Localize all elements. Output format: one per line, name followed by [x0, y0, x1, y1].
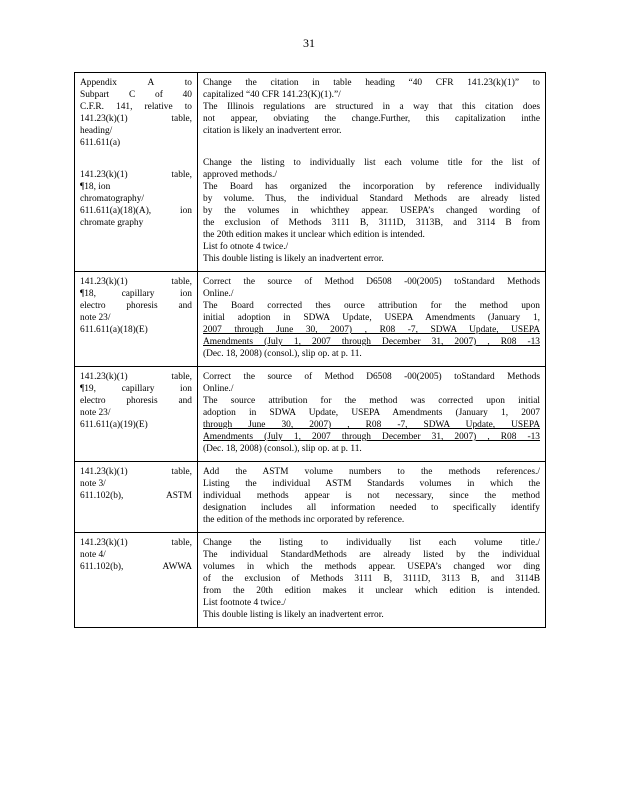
corrections-table	[74, 72, 546, 628]
text-line: ¶18, ion	[80, 182, 111, 192]
left-cell	[75, 73, 198, 272]
text-line: chromate graphy	[80, 218, 144, 228]
table-row	[75, 367, 546, 462]
text-line: of the exclusion of Methods 3111 B, 3111D, 3113 B, and 3114B	[203, 574, 540, 584]
text-line: note 4/	[80, 550, 106, 560]
text-line: Change the listing to individually list each volume title for the list of	[203, 158, 540, 168]
text-line: note 23/	[80, 313, 111, 323]
text-line: Amendments (July 1, 2007 through December 31, 2007) , R08 -13	[203, 337, 540, 347]
table-row	[75, 533, 546, 628]
text-line: designation includes all information needed to specifically identify	[203, 503, 540, 513]
text-line: 141.23(k)(1) table,	[80, 277, 192, 287]
text-line: volumes in which the methods appear. USEPA’s changed wor ding	[203, 562, 540, 572]
text-line: C.F.R. 141, relative to	[80, 102, 192, 112]
text-line: (Dec. 18, 2008) (consol.), slip op. at p. 11.	[203, 444, 362, 454]
text-line: citation is likely an inadvertent error.	[203, 126, 342, 136]
text-line: the edition of the methods inc orporated by reference.	[203, 515, 405, 525]
text-line: note 23/	[80, 408, 111, 418]
text-line: Online./	[203, 384, 234, 394]
text-line: (Dec. 18, 2008) (consol.), slip op. at p. 11.	[203, 349, 362, 359]
text-line: This double listing is likely an inadvertent error.	[203, 254, 384, 264]
text-line: The Board has organized the incorporation by reference individually	[203, 182, 540, 192]
text-line: 141.23(k)(1) table,	[80, 170, 192, 180]
left-cell	[75, 367, 198, 462]
left-cell	[75, 533, 198, 628]
text-line: List fo otnote 4 twice./	[203, 242, 289, 252]
text-line: electro phoresis and	[80, 301, 192, 311]
text-line: Correct the source of Method D6508 -00(2005) toStandard Methods	[203, 372, 540, 382]
text-line: not appear, obviating the change.Further, this capitalization inthe	[203, 114, 540, 124]
text-line: 141.23(k)(1) table,	[80, 372, 192, 382]
right-cell	[198, 462, 546, 533]
left-cell	[75, 462, 198, 533]
right-cell	[198, 367, 546, 462]
text-line: adoption in SDWA Update, USEPA Amendments (January 1, 2007	[203, 408, 540, 418]
text-line: from the 20th edition makes it unclear which edition is intended.	[203, 586, 540, 596]
table-row	[75, 462, 546, 533]
text-line: by the volumes in whichthey appear. USEPA’s changed wording of	[203, 206, 540, 216]
text-line: 611.102(b), ASTM	[80, 491, 192, 501]
table-row	[75, 272, 546, 367]
text-line: 2007 through June 30, 2007) , R08 -7, SDWA Update, USEPA	[203, 325, 540, 335]
text-line: 611.611(a)(19)(E)	[80, 420, 148, 430]
text-line: 611.611(a)(18)(A), ion	[80, 206, 192, 216]
text-line: The source attribution for the method was corrected upon initial	[203, 396, 540, 406]
text-line: Listing the individual ASTM Standards volumes in which the	[203, 479, 540, 489]
text-line: Online./	[203, 289, 234, 299]
text-line: capitalized “40 CFR 141.23(K)(1).”/	[203, 90, 341, 100]
left-cell	[75, 272, 198, 367]
text-line: The individual StandardMethods are already listed by the individual	[203, 550, 540, 560]
text-line: note 3/	[80, 479, 106, 489]
text-line: Appendix A to	[80, 78, 192, 88]
text-line: Add the ASTM volume numbers to the methods references./	[203, 467, 540, 477]
text-line: electro phoresis and	[80, 396, 192, 406]
text-line: chromatography/	[80, 194, 145, 204]
text-line: by volume. Thus, the individual Standard Methods are already listed	[203, 194, 540, 204]
text-line: initial adoption in SDWA Update, USEPA Amendments (January 1,	[203, 313, 540, 323]
text-line: The Board corrected thes ource attribution for the method upon	[203, 301, 540, 311]
text-line: 141.23(k)(1) table,	[80, 538, 192, 548]
text-line: the exclusion of Methods 3111 B, 3111D, 3113B, and 3114 B from	[203, 218, 540, 228]
text-line: This double listing is likely an inadvertent error.	[203, 610, 384, 620]
text-line: 611.611(a)(18)(E)	[80, 325, 148, 335]
text-line: heading/	[80, 126, 113, 136]
text-line: Subpart C of 40	[80, 90, 192, 100]
text-line: ¶18, capillary ion	[80, 289, 192, 299]
page-number: 31	[303, 36, 315, 50]
text-line: 611.611(a)	[80, 138, 121, 148]
right-cell	[198, 533, 546, 628]
table-row	[75, 73, 546, 272]
text-line: approved methods./	[203, 170, 277, 180]
text-line: List footnote 4 twice./	[203, 598, 286, 608]
text-line: ¶19, capillary ion	[80, 384, 192, 394]
text-line: 141.23(k)(1) table,	[80, 467, 192, 477]
text-line: individual methods appear is not necessary, since the method	[203, 491, 540, 501]
text-line: The Illinois regulations are structured in a way that this citation does	[203, 102, 540, 112]
text-line: Change the citation in table heading “40 CFR 141.23(k)(1)” to	[203, 78, 540, 88]
text-line: 141.23(k)(1) table,	[80, 114, 192, 124]
text-line: Correct the source of Method D6508 -00(2005) toStandard Methods	[203, 277, 540, 287]
right-cell	[198, 272, 546, 367]
text-line: Amendments (July 1, 2007 through December 31, 2007) , R08 -13	[203, 432, 540, 442]
right-cell	[198, 73, 546, 272]
text-line: through June 30, 2007) , R08 -7, SDWA Update, USEPA	[203, 420, 540, 430]
text-line: the 20th edition makes it unclear which edition is intended.	[203, 230, 425, 240]
text-line: 611.102(b), AWWA	[80, 562, 192, 572]
text-line: Change the listing to individually list each volume title./	[203, 538, 540, 548]
